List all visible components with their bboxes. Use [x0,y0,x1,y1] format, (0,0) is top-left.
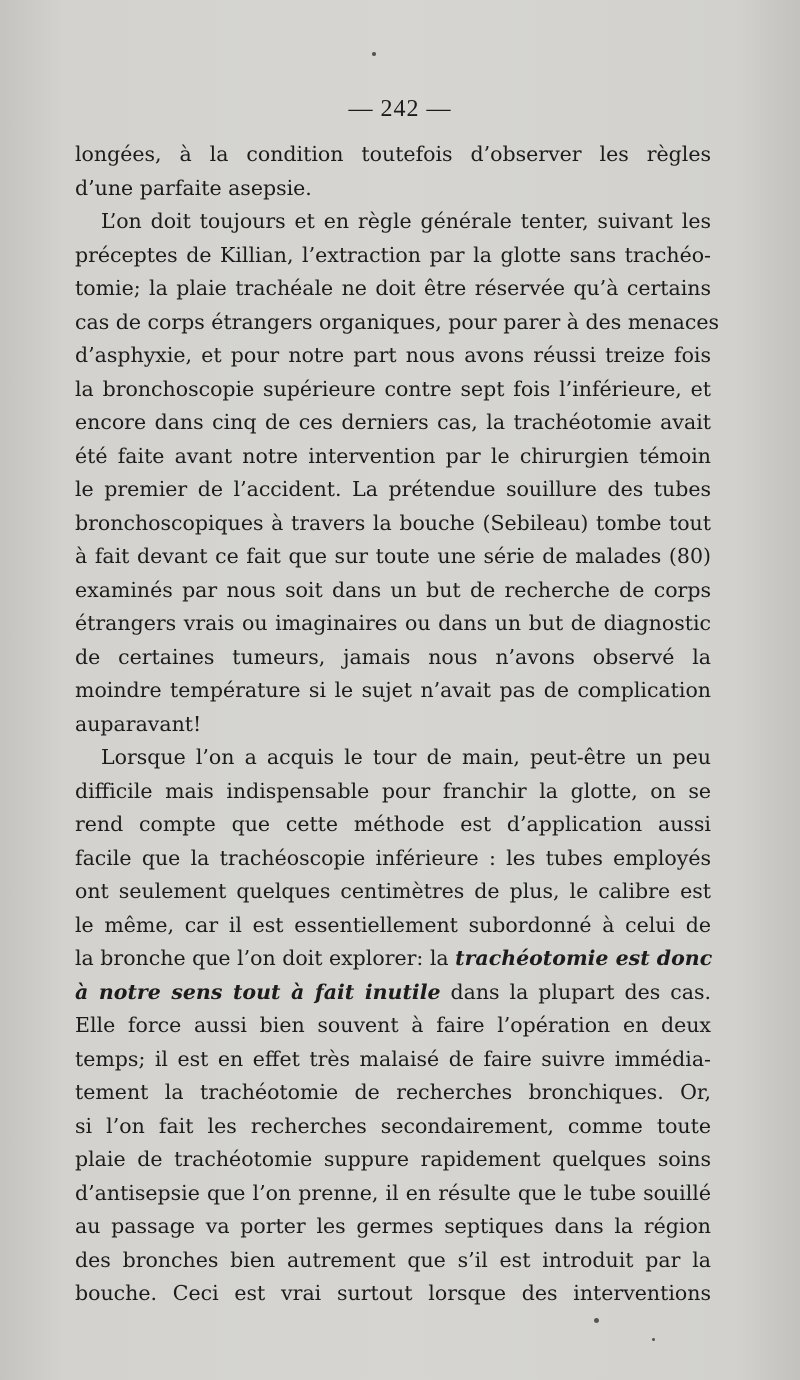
text-line: des bronches bien autrement que s’il est introduit par la [75,1247,711,1272]
text-line: ont seulement quelques centimètres de plus, le calibre est [75,879,711,903]
text-line: préceptes de Killian, l’extraction par la glotte sans trachéo- [75,242,711,267]
text-line: de certaines tumeurs, jamais nous n’avons observé la [75,644,711,669]
text-line: rend compte que cette méthode est d’application aussi [75,812,711,836]
text-line: si l’on fait les recherches secondairement, comme toute [75,1113,711,1138]
text-line: difficile mais indispensable pour franchir la glotte, on se [75,778,711,803]
text-line: plaie de trachéotomie suppure rapidement quelques soins [75,1147,711,1171]
text-line: cas de corps étrangers organiques, pour parer à des menaces [75,309,719,334]
text-line: bronchoscopiques à travers la bouche (Sebileau) tombe tout [75,510,711,535]
text-line: d’une parfaite asepsie. [75,175,312,200]
text-line: auparavant! [75,711,202,736]
text-line: été faite avant notre intervention par le chirurgien témoin [75,443,711,468]
text-line: moindre température si le sujet n’avait pas de complication [75,678,711,702]
emphasized-text: trachéotomie est donc [455,946,713,970]
text-line: le même, car il est essentiellement subordonné à celui de [75,912,711,937]
text-line: étrangers vrais ou imaginaires ou dans un but de diagnostic [75,611,711,635]
ink-speck [372,52,376,56]
text-line: à fait devant ce fait que sur toute une série de malades (80) [75,544,711,568]
text-line: longées, à la condition toutefois d’observer les règles [75,142,711,166]
text-body [75,138,719,1311]
text-segment: la bronche que l’on doit explorer: la [75,946,456,970]
text-line: temps; il est en effet très malaisé de faire suivre immédia- [75,1046,711,1071]
text-segment: dans la plupart des cas. [440,979,711,1004]
text-line: tomie; la plaie trachéale ne doit être réservée qu’à certains [75,276,711,300]
text-line: la bronchoscopie supérieure contre sept fois l’inférieure, et [75,376,711,401]
emphasized-text: à notre sens tout à fait inutile [75,979,441,1004]
text-line: tement la trachéotomie de recherches bronchiques. Or, [75,1080,711,1104]
text-line: d’asphyxie, et pour notre part nous avons réussi treize fois [75,343,711,367]
text-line: Lorsque l’on a acquis le tour de main, peut-être un peu [101,745,711,769]
text-line: d’antisepsie que l’on prenne, il en résulte que le tube souillé [75,1180,711,1205]
text-line: examinés par nous soit dans un but de recherche de corps [75,577,711,602]
text-line [75,942,711,976]
page-number: — 242 — [348,96,452,122]
text-line: au passage va porter les germes septiques dans la région [75,1214,711,1238]
ink-speck [652,1338,655,1341]
text-line: encore dans cinq de ces derniers cas, la trachéotomie avait [75,410,711,434]
text-line: bouche. Ceci est vrai surtout lorsque des interventions [75,1281,711,1305]
text-line: le premier de l’accident. La prétendue souillure des tubes [75,477,711,501]
text-line: Elle force aussi bien souvent à faire l’opération en deux [75,1013,711,1037]
ink-speck [594,1318,599,1323]
text-line: L’on doit toujours et en règle générale tenter, suivant les [101,209,711,233]
text-line [75,976,711,1010]
text-line: facile que la trachéoscopie inférieure : les tubes employés [75,845,711,870]
